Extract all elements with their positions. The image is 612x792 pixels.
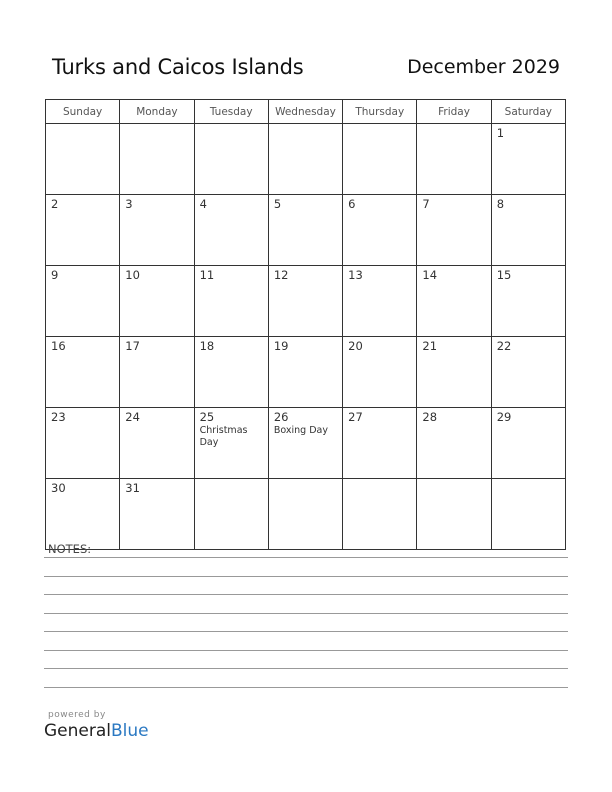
calendar-day-cell bbox=[268, 337, 342, 408]
day-number: 5 bbox=[273, 197, 282, 211]
calendar-day-cell bbox=[268, 408, 342, 479]
notes-line bbox=[44, 613, 568, 614]
day-number: 16 bbox=[51, 339, 66, 353]
calendar-day-cell bbox=[491, 408, 565, 479]
calendar-day-cell bbox=[491, 124, 565, 195]
day-number: 10 bbox=[125, 268, 140, 282]
day-number: 18 bbox=[199, 339, 215, 353]
weekday-header-row bbox=[46, 100, 566, 124]
day-number: 25 bbox=[199, 410, 215, 424]
calendar-week-row bbox=[46, 337, 566, 408]
calendar-day-cell bbox=[194, 479, 268, 550]
calendar-day-cell bbox=[268, 124, 342, 195]
calendar-day-cell bbox=[120, 195, 194, 266]
weekday-header: Saturday bbox=[491, 100, 565, 124]
calendar-day-cell bbox=[343, 479, 417, 550]
calendar-week-row bbox=[46, 408, 566, 479]
calendar-day-cell bbox=[268, 479, 342, 550]
calendar-month-year: December 2029 bbox=[407, 56, 560, 78]
notes-line bbox=[44, 594, 568, 595]
calendar-day-cell bbox=[120, 337, 194, 408]
notes-line bbox=[44, 557, 568, 558]
weekday-header: Sunday bbox=[46, 100, 120, 124]
day-number: 28 bbox=[422, 410, 438, 424]
calendar-day-cell bbox=[46, 195, 120, 266]
day-number: 26 bbox=[273, 410, 289, 424]
calendar-day-cell bbox=[417, 479, 491, 550]
month-calendar-grid bbox=[45, 99, 566, 550]
weekday-header: Friday bbox=[417, 100, 491, 124]
notes-line bbox=[44, 650, 568, 651]
calendar-day-cell bbox=[46, 124, 120, 195]
calendar-week-row bbox=[46, 195, 566, 266]
calendar-day-cell bbox=[46, 266, 120, 337]
day-number: 12 bbox=[273, 268, 289, 282]
calendar-day-cell bbox=[46, 479, 120, 550]
calendar-day-cell bbox=[417, 124, 491, 195]
day-number: 19 bbox=[273, 339, 289, 353]
calendar-day-cell bbox=[194, 195, 268, 266]
holiday-label: Christmas Day bbox=[199, 425, 248, 448]
calendar-week-row bbox=[46, 479, 566, 550]
calendar-day-cell bbox=[120, 479, 194, 550]
day-number: 9 bbox=[51, 268, 59, 282]
calendar-day-cell bbox=[491, 195, 565, 266]
day-number: 17 bbox=[125, 339, 140, 353]
calendar-day-cell bbox=[417, 408, 491, 479]
calendar-week-row bbox=[46, 266, 566, 337]
brand-blue: Blue bbox=[111, 721, 149, 741]
notes-line bbox=[44, 687, 568, 688]
notes-line bbox=[44, 576, 568, 577]
calendar-day-cell bbox=[343, 266, 417, 337]
day-number: 29 bbox=[496, 410, 512, 424]
weekday-header: Wednesday bbox=[268, 100, 342, 124]
weekday-header: Thursday bbox=[343, 100, 417, 124]
day-number: 3 bbox=[125, 197, 133, 211]
calendar-day-cell bbox=[120, 124, 194, 195]
day-number: 21 bbox=[422, 339, 438, 353]
calendar-day-cell bbox=[343, 124, 417, 195]
day-number: 22 bbox=[496, 339, 512, 353]
calendar-day-cell bbox=[46, 337, 120, 408]
day-number: 15 bbox=[496, 268, 512, 282]
calendar-day-cell bbox=[491, 479, 565, 550]
day-number: 30 bbox=[51, 481, 66, 495]
notes-line bbox=[44, 668, 568, 669]
calendar-day-cell bbox=[194, 266, 268, 337]
weekday-header: Monday bbox=[120, 100, 194, 124]
calendar-day-cell bbox=[120, 266, 194, 337]
day-number: 1 bbox=[496, 126, 505, 140]
calendar-day-cell bbox=[194, 124, 268, 195]
generalblue-logo bbox=[44, 721, 149, 741]
calendar-day-cell bbox=[417, 337, 491, 408]
day-number: 8 bbox=[496, 197, 505, 211]
day-number: 27 bbox=[348, 410, 363, 424]
calendar-day-cell bbox=[120, 408, 194, 479]
calendar-country-title: Turks and Caicos Islands bbox=[52, 55, 304, 79]
calendar-day-cell bbox=[268, 195, 342, 266]
calendar-day-cell bbox=[491, 337, 565, 408]
day-number: 4 bbox=[199, 197, 207, 211]
day-number: 6 bbox=[348, 197, 356, 211]
calendar-day-cell bbox=[194, 408, 268, 479]
calendar-day-cell bbox=[417, 266, 491, 337]
day-number: 31 bbox=[125, 481, 140, 495]
weekday-header: Tuesday bbox=[194, 100, 268, 124]
calendar-day-cell bbox=[343, 195, 417, 266]
calendar-day-cell bbox=[46, 408, 120, 479]
calendar-day-cell bbox=[343, 408, 417, 479]
calendar-day-cell bbox=[343, 337, 417, 408]
notes-label: NOTES: bbox=[48, 542, 92, 556]
day-number: 13 bbox=[348, 268, 363, 282]
day-number: 23 bbox=[51, 410, 66, 424]
day-number: 24 bbox=[125, 410, 140, 424]
day-number: 2 bbox=[51, 197, 59, 211]
notes-line bbox=[44, 631, 568, 632]
holiday-label: Boxing Day bbox=[273, 425, 328, 436]
calendar-week-row bbox=[46, 124, 566, 195]
brand-general: General bbox=[44, 721, 111, 741]
day-number: 20 bbox=[348, 339, 363, 353]
day-number: 14 bbox=[422, 268, 438, 282]
calendar-day-cell bbox=[194, 337, 268, 408]
calendar-day-cell bbox=[491, 266, 565, 337]
powered-by-text: powered by bbox=[48, 710, 106, 720]
day-number: 7 bbox=[422, 197, 430, 211]
calendar-day-cell bbox=[268, 266, 342, 337]
calendar-day-cell bbox=[417, 195, 491, 266]
day-number: 11 bbox=[199, 268, 215, 282]
